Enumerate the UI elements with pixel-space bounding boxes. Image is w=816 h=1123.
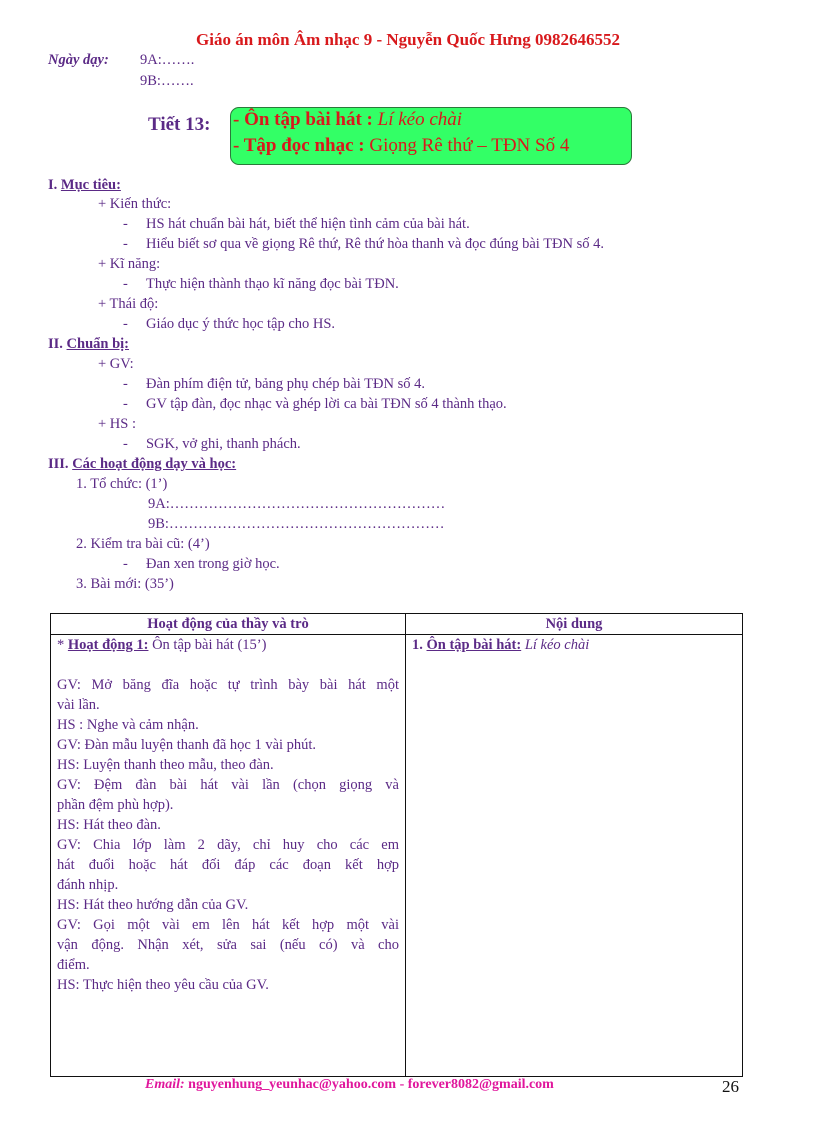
- kien-thuc-label: + Kiến thức:: [98, 196, 172, 212]
- activity-line-11: đánh nhịp.: [57, 877, 119, 893]
- content-number: 1.: [412, 637, 423, 653]
- kt-item-2-text: Hiểu biết sơ qua về giọng Rê thứ, Rê thứ hòa thanh và đọc đúng bài TĐN số 4.: [145, 236, 605, 252]
- topic-2-label: - Tập đọc nhạc :: [233, 135, 365, 156]
- kt-item-1-text: HS hát chuẩn bài hát, biết thể hiện tình cảm của bài hát.: [145, 216, 470, 232]
- col-header-activity: Hoạt động của thầy và trò: [51, 614, 406, 635]
- activity-line-7: phần đệm phù hợp).: [57, 797, 174, 813]
- activity-line-12: HS: Hát theo hướng dẫn của GV.: [57, 897, 249, 913]
- gv-item-1: - Đàn phím điện tử, bảng phụ chép bài TĐN số 4.: [123, 376, 425, 392]
- activity-rest: Ôn tập bài hát (15’): [152, 637, 267, 653]
- lesson-topic-box: [230, 107, 632, 165]
- col-header-content: Nội dung: [406, 614, 743, 635]
- lesson-number: Tiết 13:: [148, 114, 211, 135]
- activity-line-13: GV: Gọi một vài em lên hát kết hợp một vài: [57, 917, 399, 933]
- activity-line-14: vận động. Nhận xét, sửa sai (nếu có) và cho: [57, 937, 399, 953]
- footer-email: [145, 1077, 554, 1093]
- content-cell: [406, 635, 743, 1077]
- table-header-row: [51, 614, 743, 635]
- gv-item-2-text: GV tập đàn, đọc nhạc và ghép lời ca bài TĐN số 4 thành thạo.: [145, 396, 507, 412]
- gv-item-2: - GV tập đàn, đọc nhạc và ghép lời ca bài TĐN số 4 thành thạo.: [123, 396, 507, 412]
- kn-item-1: - Thực hiện thành thạo kĩ năng đọc bài TĐN.: [123, 276, 399, 292]
- td-item-1-text: Giáo dục ý thức học tập cho HS.: [145, 316, 336, 332]
- kt-item-2: - Hiểu biết sơ qua về giọng Rê thứ, Rê thứ hòa thanh và đọc đúng bài TĐN số 4.: [123, 236, 605, 252]
- hs-item-1: - SGK, vở ghi, thanh phách.: [123, 436, 301, 452]
- activity-line-1: GV: Mở băng đĩa hoặc tự trình bày bài hát một: [57, 677, 399, 693]
- activity-line-15: điểm.: [57, 957, 90, 973]
- activity-line-9: GV: Chia lớp làm 2 dãy, chỉ huy cho các em: [57, 837, 399, 853]
- gv-label: + GV:: [98, 356, 134, 372]
- activity-star: *: [57, 637, 65, 653]
- topic-line-2: [233, 135, 569, 157]
- activity-line-8: HS: Hát theo đàn.: [57, 817, 161, 833]
- content-heading: [412, 635, 754, 655]
- section-1-heading: [48, 177, 121, 194]
- step-3: 3. Bài mới: (35’): [76, 576, 174, 592]
- activity-line-6: GV: Đệm đàn bài hát vài lần (chọn giọng và: [57, 777, 399, 793]
- ngay-day-9b: 9B:…….: [140, 73, 194, 89]
- content-title: Ôn tập bài hát:: [426, 637, 522, 653]
- hs-item-1-text: SGK, vở ghi, thanh phách.: [145, 436, 301, 452]
- activity-table: [50, 613, 743, 1077]
- activity-heading: [57, 635, 399, 655]
- section-1-title: Mục tiêu:: [60, 177, 121, 193]
- section-2-heading: [48, 336, 129, 353]
- ngay-day-9a: 9A:…….: [140, 52, 195, 68]
- content-song: Lí kéo chài: [524, 637, 590, 653]
- step-1-9b: 9B:…………………………………………………: [148, 516, 445, 532]
- ki-nang-label: + Kĩ năng:: [98, 256, 161, 272]
- step-2: 2. Kiểm tra bài cũ: (4’): [76, 536, 210, 552]
- kt-item-1: - HS hát chuẩn bài hát, biết thể hiện tình cảm của bài hát.: [123, 216, 470, 232]
- activity-title: Hoạt động 1:: [67, 637, 149, 653]
- hs-label: + HS :: [98, 416, 136, 432]
- topic-1-song: Lí kéo chài: [377, 109, 463, 130]
- topic-1-label: - Ôn tập bài hát :: [233, 109, 373, 130]
- activity-line-4: GV: Đàn mẫu luyện thanh đã học 1 vài phút.: [57, 737, 317, 753]
- td-item-1: - Giáo dục ý thức học tập cho HS.: [123, 316, 336, 332]
- topic-2-content: Giọng Rê thứ – TĐN Số 4: [369, 135, 570, 156]
- table-row: [51, 635, 743, 1077]
- document-header: Giáo án môn Âm nhạc 9 - Nguyễn Quốc Hưng 0982646552: [196, 30, 620, 49]
- section-2-number: II.: [48, 336, 63, 352]
- step-2-sub-text: Đan xen trong giờ học.: [145, 556, 280, 572]
- step-2-sub: - Đan xen trong giờ học.: [123, 556, 280, 572]
- email-label: Email:: [145, 1077, 185, 1092]
- step-1-9a: 9A:…………………………………………………: [148, 496, 446, 512]
- activity-cell: [51, 635, 406, 1077]
- activity-line-5: HS: Luyện thanh theo mẫu, theo đàn.: [57, 757, 274, 773]
- thai-do-label: + Thái độ:: [98, 296, 159, 312]
- section-1-number: I.: [48, 177, 58, 193]
- kn-item-1-text: Thực hiện thành thạo kĩ năng đọc bài TĐN.: [145, 276, 399, 292]
- page-number: 26: [722, 1077, 739, 1096]
- section-3-heading: [48, 456, 236, 473]
- gv-item-1-text: Đàn phím điện tử, bảng phụ chép bài TĐN số 4.: [145, 376, 425, 392]
- activity-line-16: HS: Thực hiện theo yêu cầu của GV.: [57, 977, 269, 993]
- step-1: 1. Tổ chức: (1’): [76, 476, 168, 492]
- activity-line-10: hát đuổi hoặc hát đối đáp các đoạn kết hợp: [57, 857, 399, 873]
- section-3-title: Các hoạt động dạy và học:: [72, 456, 237, 472]
- ngay-day-label: Ngày dạy:: [48, 52, 109, 68]
- email-address-2[interactable]: - forever8082@gmail.com: [399, 1077, 554, 1092]
- section-2-title: Chuẩn bị:: [66, 336, 130, 352]
- activity-line-3: HS : Nghe và cảm nhận.: [57, 717, 199, 733]
- email-address-1[interactable]: nguyenhung_yeunhac@yahoo.com: [188, 1077, 397, 1092]
- topic-line-1: [233, 109, 462, 131]
- activity-line-2: vài lần.: [57, 697, 100, 713]
- section-3-number: III.: [48, 456, 69, 472]
